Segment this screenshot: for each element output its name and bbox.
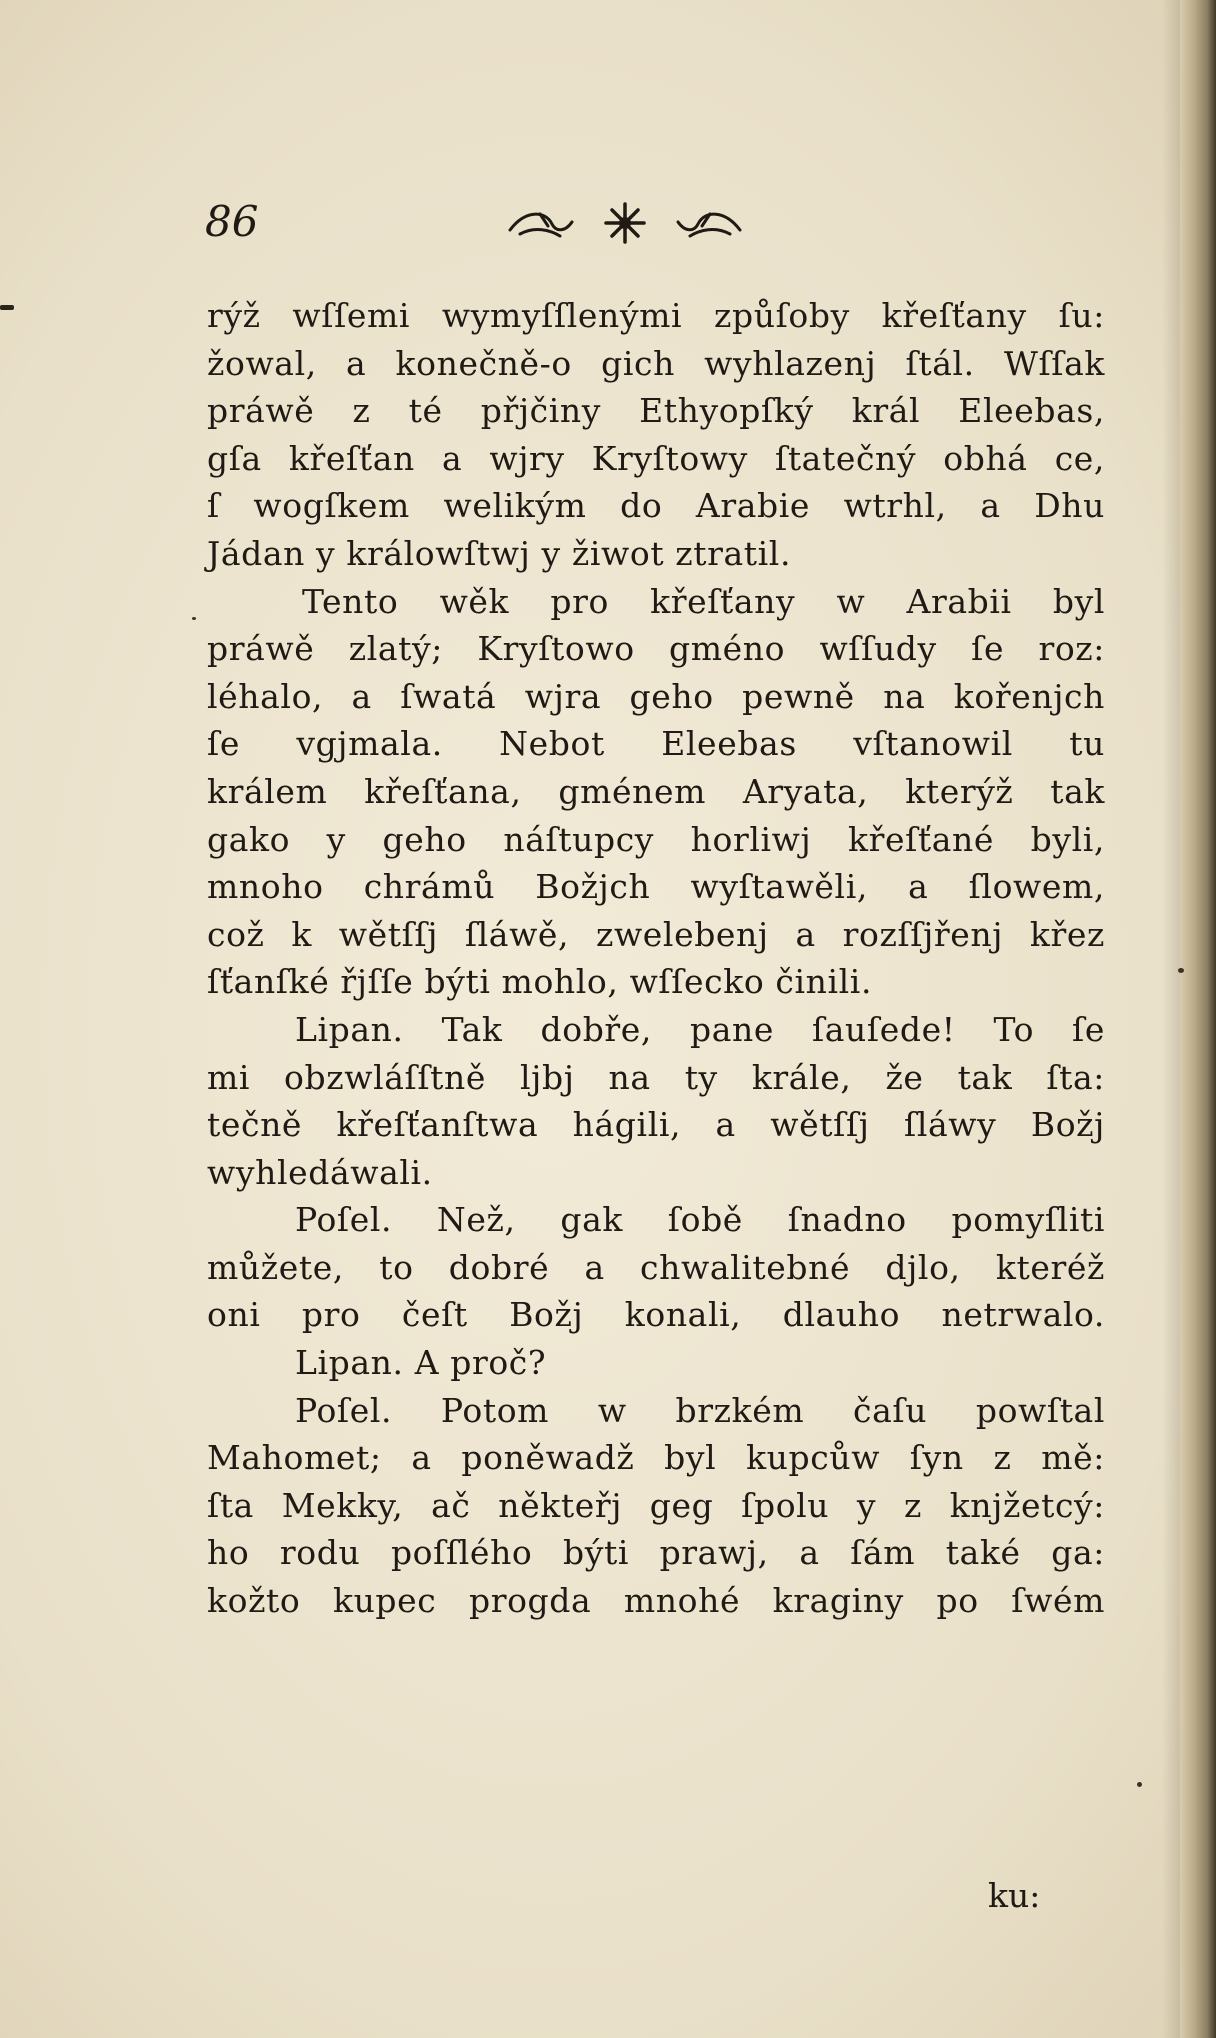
gutter-shadow [1162,0,1180,2038]
text-line: ſťanſké řjſſe býti mohlo, wſſecko činili. [207,962,873,1002]
text-line: léhalo, a ſwatá wjra geho pewně na kořenjch [207,676,1105,716]
text-line: Jádan y králowſtwj y žiwot ztratil. [207,533,792,573]
paper-speck [1137,1782,1142,1787]
body-text [207,292,1105,1625]
text-line: oni pro čeſt Božj konali, dlauho netrwalo. [207,1295,1105,1335]
text-line: žowal, a konečně-o gich wyhlazenj ſtál. Wſſak [207,343,1105,383]
text-line: Poſel. Než, gak ſobě ſnadno pomyſliti [295,1200,1105,1240]
text-line: mnoho chrámů Božjch wyſtawěli, a ſlowem, [207,867,1105,907]
text-line: gako y geho náſtupcy horliwj křeſťané byli, [207,819,1105,859]
page-header [205,196,905,256]
text-line: Tento wěk pro křeſťany w Arabii byl [302,581,1105,621]
text-line: což k wětſſj ſláwě, zwelebenj a rozſſjřenj křez [207,914,1105,954]
text-line: králem křeſťana, gménem Aryata, kterýž tak [207,771,1105,811]
catchword: ku: [988,1876,1041,1915]
text-line: gſa křeſťan a wjry Kryſtowy ſtatečný obhá ce, [207,438,1105,478]
text-line: ſta Mekky, ač někteřj geg ſpolu y z knjžetcý: [207,1485,1105,1525]
text-line: ſ wogſkem welikým do Arabie wtrhl, a Dhu [207,486,1105,526]
text-line: Poſel. Potom w brzkém čaſu powſtal [295,1390,1105,1430]
paper-speck [192,617,196,620]
text-line: kožto kupec progda mnohé kraginy po ſwém [207,1581,1105,1621]
text-line: práwě zlatý; Kryſtowo gméno wſſudy ſe roz: [207,629,1105,669]
text-line: wyhledáwali. [207,1152,433,1192]
page-number: 86 [205,197,259,246]
margin-mark [0,305,14,310]
book-gutter [1180,0,1216,2038]
paper-speck [1178,968,1184,973]
text-line: Mahomet; a poněwadž byl kupcůw ſyn z mě: [207,1438,1105,1478]
text-line: ho rodu poſſlého býti prawj, a ſám také ga: [207,1533,1105,1573]
text-line: rýž wſſemi wymyſſlenými způſoby křeſťany ſu: [207,296,1105,335]
text-line: tečně křeſťanſtwa hágili, a wětſſj ſláwy Božj [207,1105,1105,1145]
text-line: můžete, to dobré a chwalitebné djlo, kteréž [207,1247,1105,1287]
text-line: Lipan. Tak dobře, pane ſauſede! To ſe [295,1009,1105,1049]
text-line: Lipan. A proč? [295,1343,547,1383]
text-line: ſe vgjmala. Nebot Eleebas vſtanowil tu [207,724,1105,764]
text-line: práwě z té přjčiny Ethyopſký král Eleebas, [207,391,1105,431]
fleuron-star-ornament-icon [490,200,760,246]
text-line: mi obzwláſſtně ljbj na ty krále, že tak ſta: [207,1057,1105,1097]
